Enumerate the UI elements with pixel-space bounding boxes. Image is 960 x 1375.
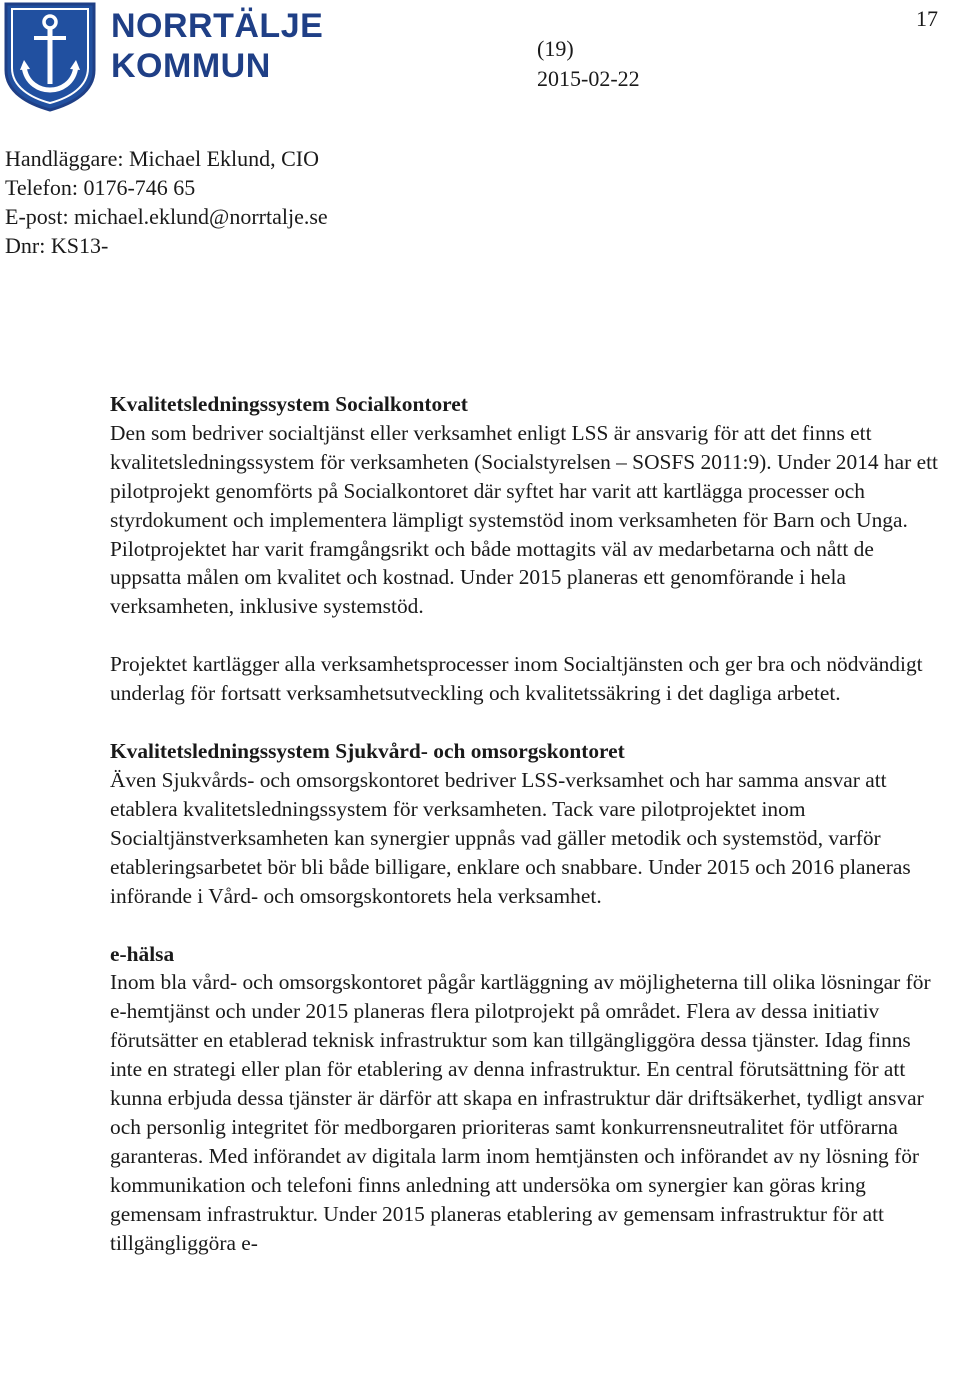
section-heading: Kvalitetsledningssystem Sjukvård- och omsorgskontoret xyxy=(110,739,625,764)
email-line: E-post: michael.eklund@norrtalje.se xyxy=(5,204,328,229)
logo-line-2: KOMMUN xyxy=(111,47,271,85)
section-heading: e-hälsa xyxy=(110,941,175,966)
document-header-meta xyxy=(537,34,640,94)
page-reference: (19) xyxy=(537,36,574,61)
document-body xyxy=(110,390,940,1257)
municipality-logo xyxy=(0,0,324,112)
section-heading: Kvalitetsledningssystem Socialkontoret xyxy=(110,392,468,416)
contact-block xyxy=(5,144,328,260)
section-paragraph: Även Sjukvårds- och omsorgskontoret bedriver LSS-verksamhet och har samma ansvar att etablera kvalitetsledningssystem för verksamheten. Tack vare pilotprojektet inom Socialtjänstverksamheten kan synergier uppnås vad gäller metodik och systemstöd, varför etableringsarbetet bör bli både billigare, enklare och snabbare. Under 2015 och 2016 planeras införande i Vård- och omsorgskontorets hela verksamhet. xyxy=(110,767,911,908)
document-date: 2015-02-22 xyxy=(537,66,640,91)
section-paragraph: Inom bla vård- och omsorgskontoret pågår kartläggning av möjligheterna till olika lösningar för e-hemtjänst och under 2015 planeras flera pilotprojekt på området. Flera av dessa initiativ förutsätter en etablerad teknisk infrastruktur som kan tillgängliggöra dessa tjänster. Idag finns inte en strategi eller plan för etablering av denna infrastruktur. En central förutsättning för att kunna erbjuda dessa tjänster är därför att skapa en infrastruktur där driftsäkerhet, tydligt ansvar och personlig integritet för medborgaren prioriteras samt konkurrensneutralitet för utförarna garanteras. Med införandet av digitala larm inom hemtjänsten och införandet av ny lösning för kommunikation och telefoni finns anledning att undersöka om synergier kan göras kring gemensam infrastruktur. Under 2015 planeras etablering av gemensam infrastruktur för att tillgängliggöra e- xyxy=(110,970,931,1255)
page-number: 17 xyxy=(916,6,938,31)
section-paragraph: Den som bedriver socialtjänst eller verksamhet enligt LSS är ansvarig för att det finns ett kvalitetsledningssystem för verksamheten (Socialstyrelsen – SOSFS 2011:9). Under 2014 har ett pilotprojekt genomförts på Socialkontoret där syftet har varit att kartlägga processer och styrdokument och implementera lämpligt systemstöd inom verksamheten för Barn och Unga. Pilotprojektet har varit framgångsrikt och både mottagits väl av medarbetarna och nått de uppsatta målen om kvalitet och kostnad. Under 2015 planeras ett genomförande i hela verksamheten, inklusive systemstöd. xyxy=(110,420,938,619)
logo-wordmark xyxy=(111,6,323,86)
phone-line: Telefon: 0176-746 65 xyxy=(5,175,196,200)
dnr-line: Dnr: KS13- xyxy=(5,233,109,258)
handler-line: Handläggare: Michael Eklund, CIO xyxy=(5,146,320,171)
section-paragraph: Projektet kartlägger alla verksamhetsprocesser inom Socialtjänsten och ger bra och nödvändigt underlag för fortsatt verksamhetsutveckling och kvalitetssäkring i det dagliga arbetet. xyxy=(110,652,923,706)
logo-line-1: NORRTÄLJE xyxy=(111,7,324,45)
coat-of-arms-icon xyxy=(0,0,100,112)
